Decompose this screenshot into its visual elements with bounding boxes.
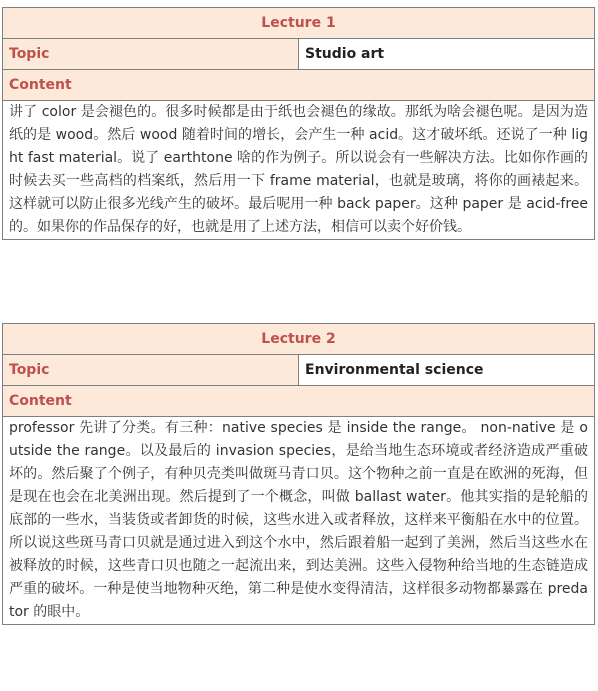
topic-value: Environmental science xyxy=(299,355,595,386)
lecture-2-table xyxy=(2,323,595,625)
content-label: Content xyxy=(3,386,595,417)
content-text: 讲了 color 是会褪色的。很多时候都是由于纸也会褪色的缘故。那纸为啥会褪色呢。是因为造纸的是 wood。然后 wood 随着时间的增长，会产生一种 acid。这才破坏纸。还说了一种 light fast material。说了 earthtone 啥的作为例子。所以说会有一些解决方法。比如你作画的时候去买一些高档的档案纸，然后用一下 frame material，也就是玻璃，将你的画裱起来。这样就可以防止很多光线产生的破坏。最后呢用一种 back paper。这种 paper 是 acid-free 的。如果你的作品保存的好，也就是用了上述方法，相信可以卖个好价钱。 xyxy=(3,101,595,240)
topic-label: Topic xyxy=(3,39,299,70)
content-label: Content xyxy=(3,70,595,101)
topic-value: Studio art xyxy=(299,39,595,70)
lecture-title: Lecture 2 xyxy=(3,324,595,355)
lecture-1-table xyxy=(2,7,595,240)
content-text: professor 先讲了分类。有三种：native species 是 inside the range。 non-native 是 outside the range。以及最后的 invasion species，是给当地生态环境或者经济造成严重破坏的。然后聚了个例子，有种贝壳类叫做斑马青口贝。这个物种之前一直是在欧洲的死海，但是现在也会在北美洲出现。然后提到了一个概念，叫做 ballast water。他其实指的是轮船的底部的一些水，当装货或者卸货的时候，这些水进入或者释放，这样来平衡船在水中的位置。所以说这些斑马青口贝就是通过进入到这个水中，然后跟着船一起到了美洲，然后当这些水在被释放的时候，这些青口贝也随之一起流出来，到达美洲。这些入侵物种给当地的生态链造成严重的破坏。一种是使当地物种灭绝，第二种是使水变得清洁，这样很多动物都暴露在 predator 的眼中。 xyxy=(3,417,595,625)
topic-label: Topic xyxy=(3,355,299,386)
lecture-title: Lecture 1 xyxy=(3,8,595,39)
